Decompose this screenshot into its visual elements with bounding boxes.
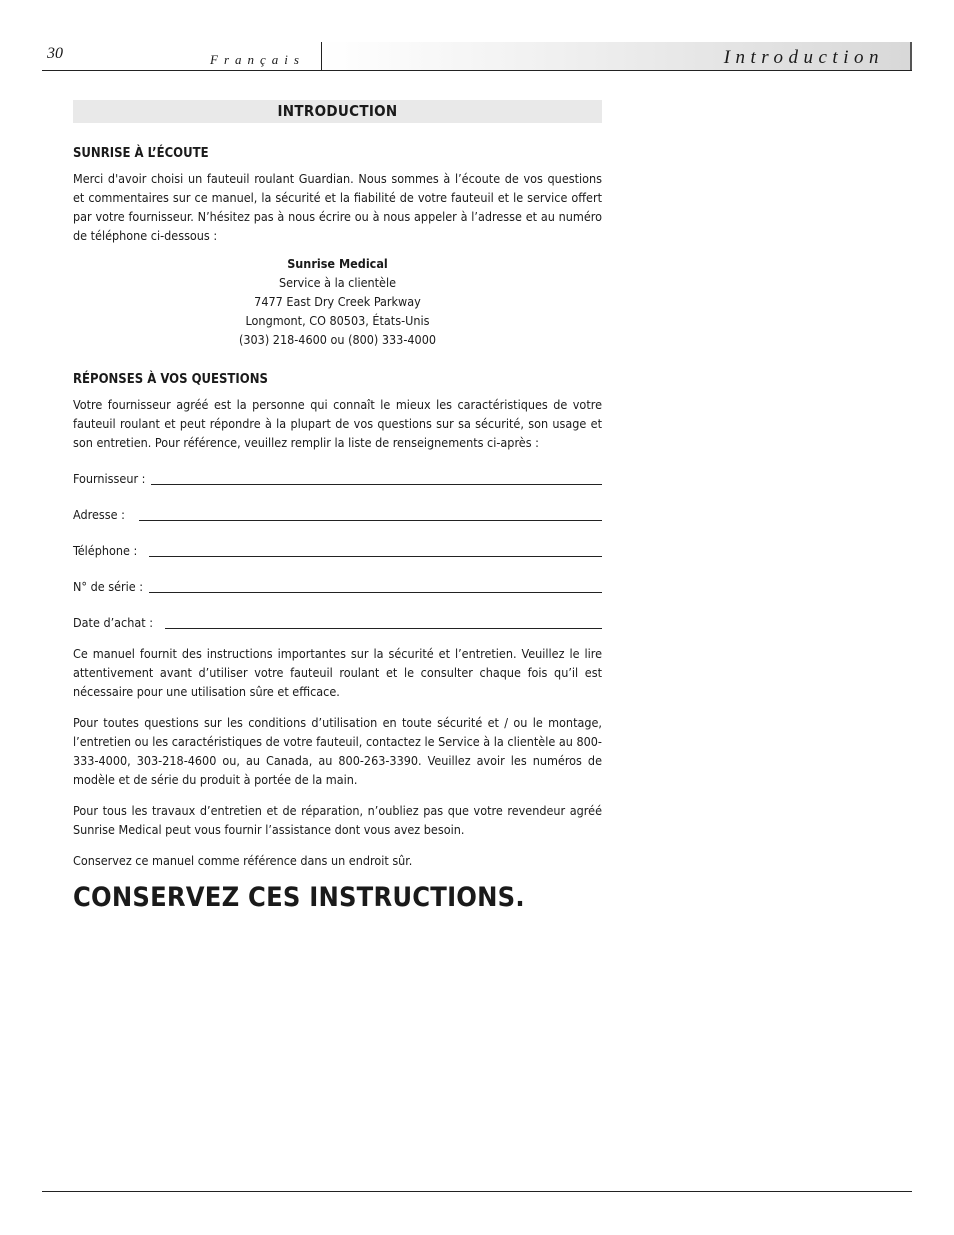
header-band-edge — [910, 42, 912, 71]
form-row-address — [73, 506, 602, 524]
form-row-serial — [73, 578, 602, 596]
closing-heading: CONSERVEZ CES INSTRUCTIONS. — [73, 882, 525, 913]
address-city: Longmont, CO 80503, États-Unis — [245, 313, 430, 328]
form-field-phone[interactable] — [149, 543, 602, 557]
form-field-serial[interactable] — [149, 579, 602, 593]
address-street: 7477 East Dry Creek Parkway — [254, 294, 421, 309]
form-field-supplier[interactable] — [151, 471, 602, 485]
paragraph-service: Pour tous les travaux d’entretien et de réparation, n’oubliez pas que votre revendeur agréé Sunrise Medical peut vous fournir l’assistance dont vous avez besoin. — [73, 803, 602, 837]
form-row-supplier — [73, 470, 602, 488]
info-form — [73, 470, 602, 632]
footer-rule — [42, 1191, 912, 1192]
section-title: Introduction — [723, 47, 884, 68]
section-body-listening: Merci d'avoir choisi un fauteuil roulant Guardian. Nous sommes à l’écoute de vos questions et commentaires sur ce manuel, la sécurité et la fiabilité de votre fauteuil et le service offert par votre fournisseur. N’hésitez pas à nous écrire ou à nous appeler à l’adresse et au numéro de téléphone ci-dessous : — [73, 171, 602, 243]
paragraph-keep: Conservez ce manuel comme référence dans un endroit sûr. — [73, 853, 413, 868]
form-label-address: Adresse : — [73, 507, 125, 522]
form-row-phone — [73, 542, 602, 560]
header-rule — [42, 70, 912, 71]
address-block — [73, 254, 602, 349]
section-heading-listening: SUNRISE À L’ÉCOUTE — [73, 146, 209, 161]
page-header — [42, 42, 912, 71]
address-department: Service à la clientèle — [278, 275, 397, 290]
form-label-phone: Téléphone : — [73, 543, 138, 558]
form-row-purchase-date — [73, 614, 602, 632]
address-company: Sunrise Medical — [287, 256, 388, 271]
page-number: 30 — [47, 45, 63, 62]
page-title: INTRODUCTION — [73, 100, 602, 123]
header-divider — [321, 42, 322, 71]
form-label-purchase-date: Date d’achat : — [73, 615, 154, 630]
main-content — [73, 100, 602, 913]
form-field-address[interactable] — [139, 507, 602, 521]
language-label: Français — [210, 52, 305, 67]
form-field-purchase-date[interactable] — [165, 615, 602, 629]
paragraph-contact: Pour toutes questions sur les conditions d’utilisation en toute sécurité et / ou le montage, l’entretien ou les caractéristiques de votre fauteuil, contactez le Service à la clientèle au 800-333-4000, 303-218-4600 ou, au Canada, au 800-263-3390. Veuillez avoir les numéros de modèle et de série du produit à portée de la main. — [73, 715, 602, 787]
section-body-answers: Votre fournisseur agréé est la personne qui connaît le mieux les caractéristiques de votre fauteuil roulant et peut répondre à la plupart de vos questions sur sa sécurité, son usage et son entretien. Pour référence, veuillez remplir la liste de renseignements ci-après : — [73, 397, 602, 450]
address-phone: (303) 218-4600 ou (800) 333-4000 — [238, 332, 437, 347]
form-label-supplier: Fournisseur : — [73, 471, 146, 486]
form-label-serial: N° de série : — [73, 579, 144, 594]
paragraph-manual: Ce manuel fournit des instructions importantes sur la sécurité et l’entretien. Veuillez le lire attentivement avant d’utiliser votre fauteuil roulant et le consulter chaque fois qu’il est nécessaire pour une utilisation sûre et efficace. — [73, 646, 602, 699]
section-heading-answers: RÉPONSES À VOS QUESTIONS — [73, 372, 268, 387]
